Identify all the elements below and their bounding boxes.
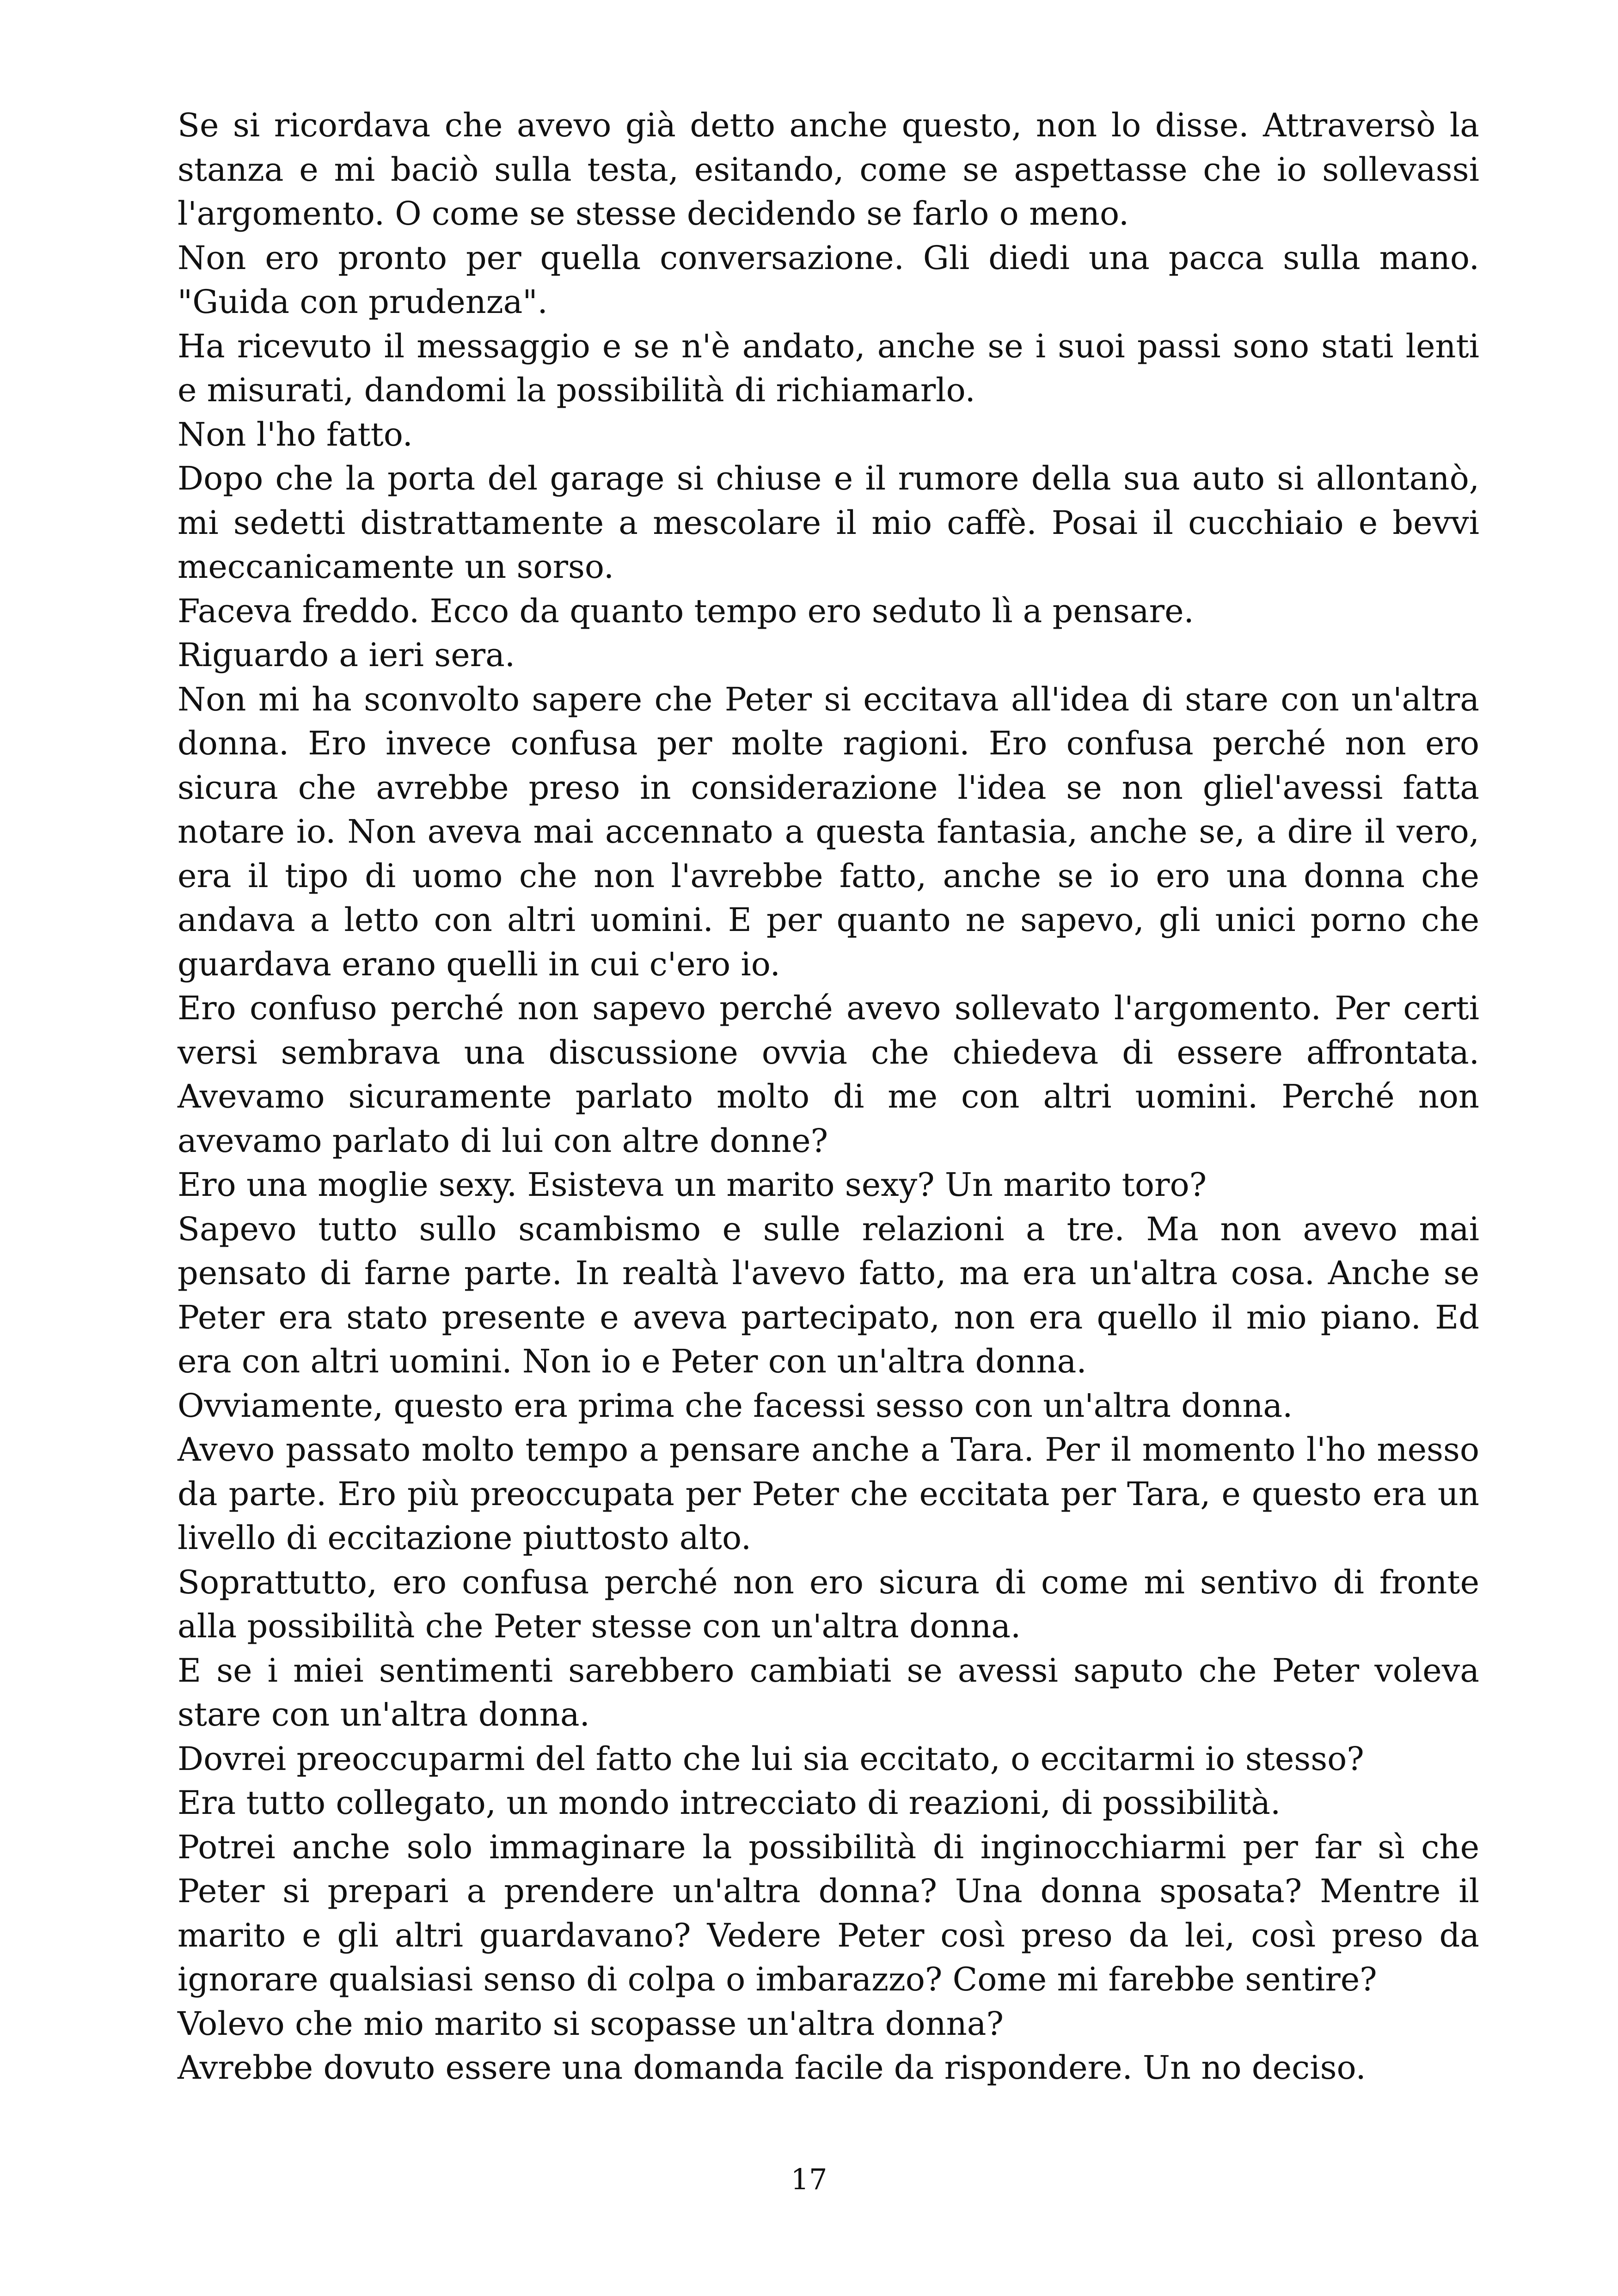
paragraph: Riguardo a ieri sera. (178, 636, 515, 674)
paragraph: Ero una moglie sexy. Esisteva un marito sexy? Un marito toro? (178, 1166, 1207, 1204)
paragraph: Avevo passato molto tempo a pensare anche a Tara. Per il momento l'ho messo da parte. Ero più preoccupata per Peter che eccitata per Tara, e questo era un livello di eccitazione piuttosto alto. (178, 1431, 1479, 1557)
paragraph: Ero confuso perché non sapevo perché avevo sollevato l'argomento. Per certi versi sembrava una discussione ovvia che chiedeva di essere affrontata. Avevamo sicuramente parlato molto di me con altri uomini. Perché non avevamo parlato di lui con altre donne? (178, 989, 1479, 1160)
paragraph: Non l'ho fatto. (178, 415, 413, 453)
paragraph: Soprattutto, ero confusa perché non ero sicura di come mi sentivo di fronte alla possibilità che Peter stesse con un'altra donna. (178, 1563, 1479, 1645)
paragraph: Non mi ha sconvolto sapere che Peter si eccitava all'idea di stare con un'altra donna. Ero invece confusa per molte ragioni. Ero confusa perché non ero sicura che avrebbe preso in considerazione l'idea se non gliel'avessi fatta notare io. Non aveva mai accennato a questa fantasia, anche se, a dire il vero, era il tipo di uomo che non l'avrebbe fatto, anche se io ero una donna che andava a letto con altri uomini. E per quanto ne sapevo, gli unici porno che guardava erano quelli in cui c'ero io. (178, 680, 1479, 983)
paragraph: Volevo che mio marito si scopasse un'altra donna? (178, 2004, 1004, 2043)
paragraph: Se si ricordava che avevo già detto anche questo, non lo disse. Attraversò la stanza e mi baciò sulla testa, esitando, come se aspettasse che io sollevassi l'argomento. O come se stesse decidendo se farlo o meno. (178, 106, 1479, 233)
paragraph: E se i miei sentimenti sarebbero cambiati se avessi saputo che Peter voleva stare con un'altra donna. (178, 1651, 1479, 1733)
paragraph: Potrei anche solo immaginare la possibilità di inginocchiarmi per far sì che Peter si prepari a prendere un'altra donna? Una donna sposata? Mentre il marito e gli altri guardavano? Vedere Peter così preso da lei, così preso da ignorare qualsiasi senso di colpa o imbarazzo? Come mi farebbe sentire? (178, 1828, 1479, 1998)
paragraph: Ha ricevuto il messaggio e se n'è andato, anche se i suoi passi sono stati lenti e misurati, dandomi la possibilità di richiamarlo. (178, 327, 1479, 409)
page-number: 17 (791, 2162, 827, 2196)
paragraph: Sapevo tutto sullo scambismo e sulle relazioni a tre. Ma non avevo mai pensato di farne parte. In realtà l'avevo fatto, ma era un'altra cosa. Anche se Peter era stato presente e aveva partecipato, non era quello il mio piano. Ed era con altri uomini. Non io e Peter con un'altra donna. (178, 1210, 1479, 1380)
paragraph: Era tutto collegato, un mondo intrecciato di reazioni, di possibilità. (178, 1784, 1281, 1822)
paragraph: Non ero pronto per quella conversazione. Gli diedi una pacca sulla mano. "Guida con prudenza". (178, 239, 1479, 321)
paragraph: Dopo che la porta del garage si chiuse e il rumore della sua auto si allontanò, mi sedetti distrattamente a mescolare il mio caffè. Posai il cucchiaio e bevvi meccanicamente un sorso. (178, 459, 1479, 586)
paragraph: Dovrei preoccuparmi del fatto che lui sia eccitato, o eccitarmi io stesso? (178, 1739, 1364, 1778)
paragraph: Faceva freddo. Ecco da quanto tempo ero seduto lì a pensare. (178, 592, 1194, 630)
paragraph: Ovviamente, questo era prima che facessi sesso con un'altra donna. (178, 1386, 1293, 1425)
body-text (178, 104, 1479, 2090)
paragraph: Avrebbe dovuto essere una domanda facile da rispondere. Un no deciso. (178, 2049, 1366, 2087)
